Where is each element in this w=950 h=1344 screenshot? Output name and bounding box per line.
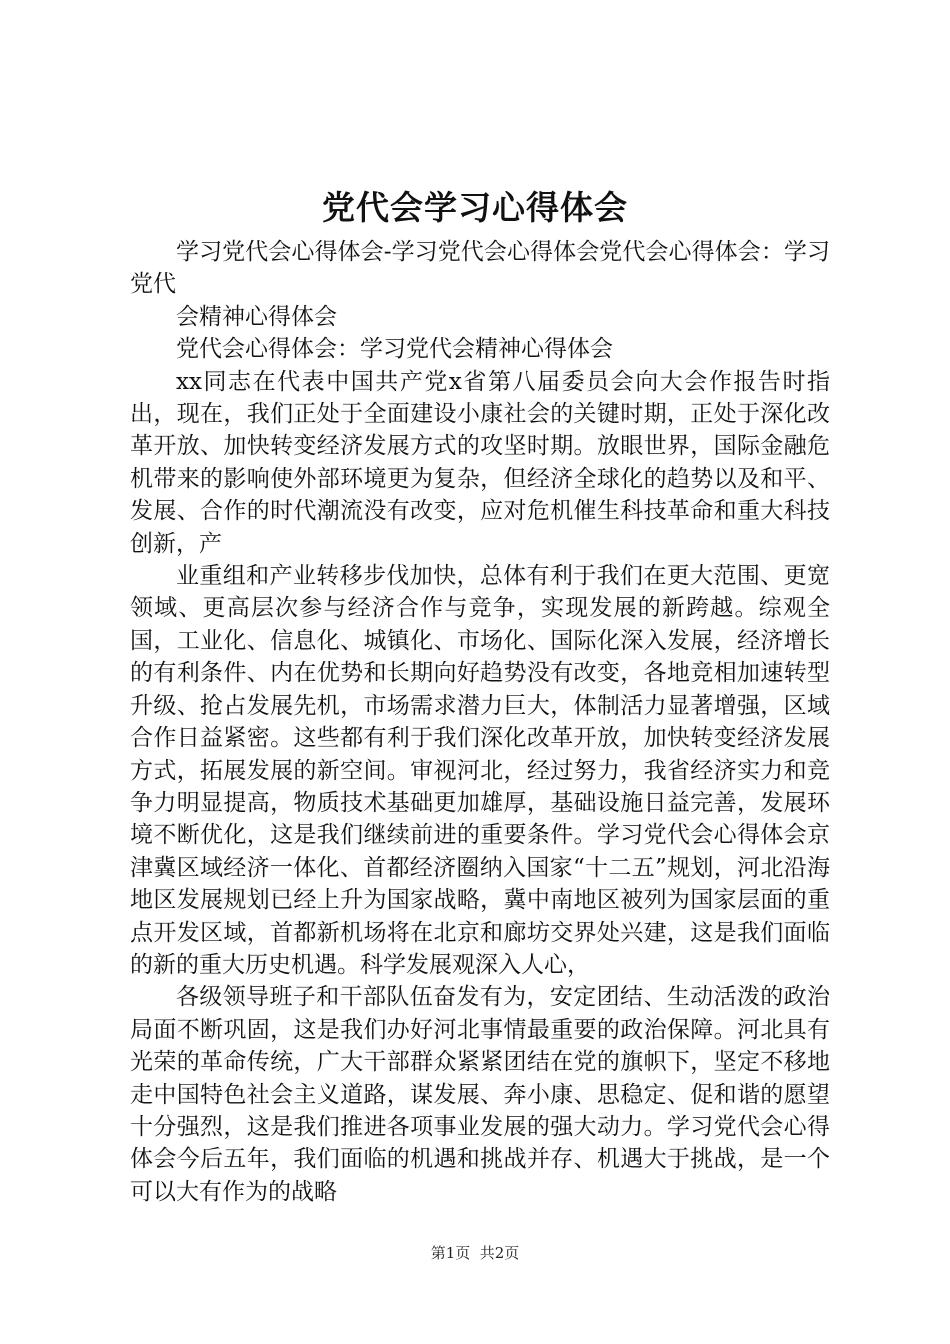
document-body xyxy=(130,236,830,1208)
paragraph: 业重组和产业转移步伐加快，总体有利于我们在更大范围、更宽领域、更高层次参与经济合作与竞争，实现发展的新跨越。综观全国，工业化、信息化、城镇化、市场化、国际化深入发展，经济增长的有利条件、内在优势和长期向好趋势没有改变，各地竞相加速转型升级、抢占发展先机，市场需求潜力巨大，体制活力显著增强，区域合作日益紧密。这些都有利于我们深化改革开放，加快转变经济发展方式，拓展发展的新空间。审视河北，经过努力，我省经济实力和竞争力明显提高，物质技术基础更加雄厚，基础设施日益完善，发展环境不断优化，这是我们继续前进的重要条件。学习党代会心得体会京津冀区域经济一体化、首都经济圈纳入国家“十二五”规划，河北沿海地区发展规划已经上升为国家战略，冀中南地区被列为国家层面的重点开发区域，首都新机场将在北京和廊坊交界处兴建，这是我们面临的新的重大历史机遇。科学发展观深入人心， xyxy=(130,563,830,978)
page-footer xyxy=(0,1243,950,1263)
paragraph: 党代会心得体会：学习党代会精神心得体会 xyxy=(176,336,613,363)
page-number: 第1页 共2页 xyxy=(430,1244,520,1262)
paragraph: 学习党代会心得体会-学习党代会心得体会党代会心得体会：学习党代 xyxy=(130,239,830,298)
paragraph: 各级领导班子和干部队伍奋发有为，安定团结、生动活泼的政治局面不断巩固，这是我们办好河北事情最重要的政治保障。河北具有光荣的革命传统，广大干部群众紧紧团结在党的旗帜下，坚定不移地走中国特色社会主义道路，谋发展、奔小康、思稳定、促和谐的愿望十分强烈，这是我们推进各项事业发展的强大动力。学习党代会心得体会今后五年，我们面临的机遇和挑战并存、机遇大于挑战，是一个可以大有作为的战略 xyxy=(130,984,830,1205)
paragraph: xx同志在代表中国共产党x省第八届委员会向大会作报告时指出，现在，我们正处于全面建设小康社会的关键时期，正处于深化改革开放、加快转变经济发展方式的攻坚时期。放眼世界，国际金融危机带来的影响使外部环境更为复杂，但经济全球化的趋势以及和平、发展、合作的时代潮流没有改变，应对危机催生科技革命和重大科技创新，产 xyxy=(130,368,830,557)
paragraph: 会精神心得体会 xyxy=(176,303,337,330)
document-title: 党代会学习心得体会 xyxy=(322,188,628,227)
